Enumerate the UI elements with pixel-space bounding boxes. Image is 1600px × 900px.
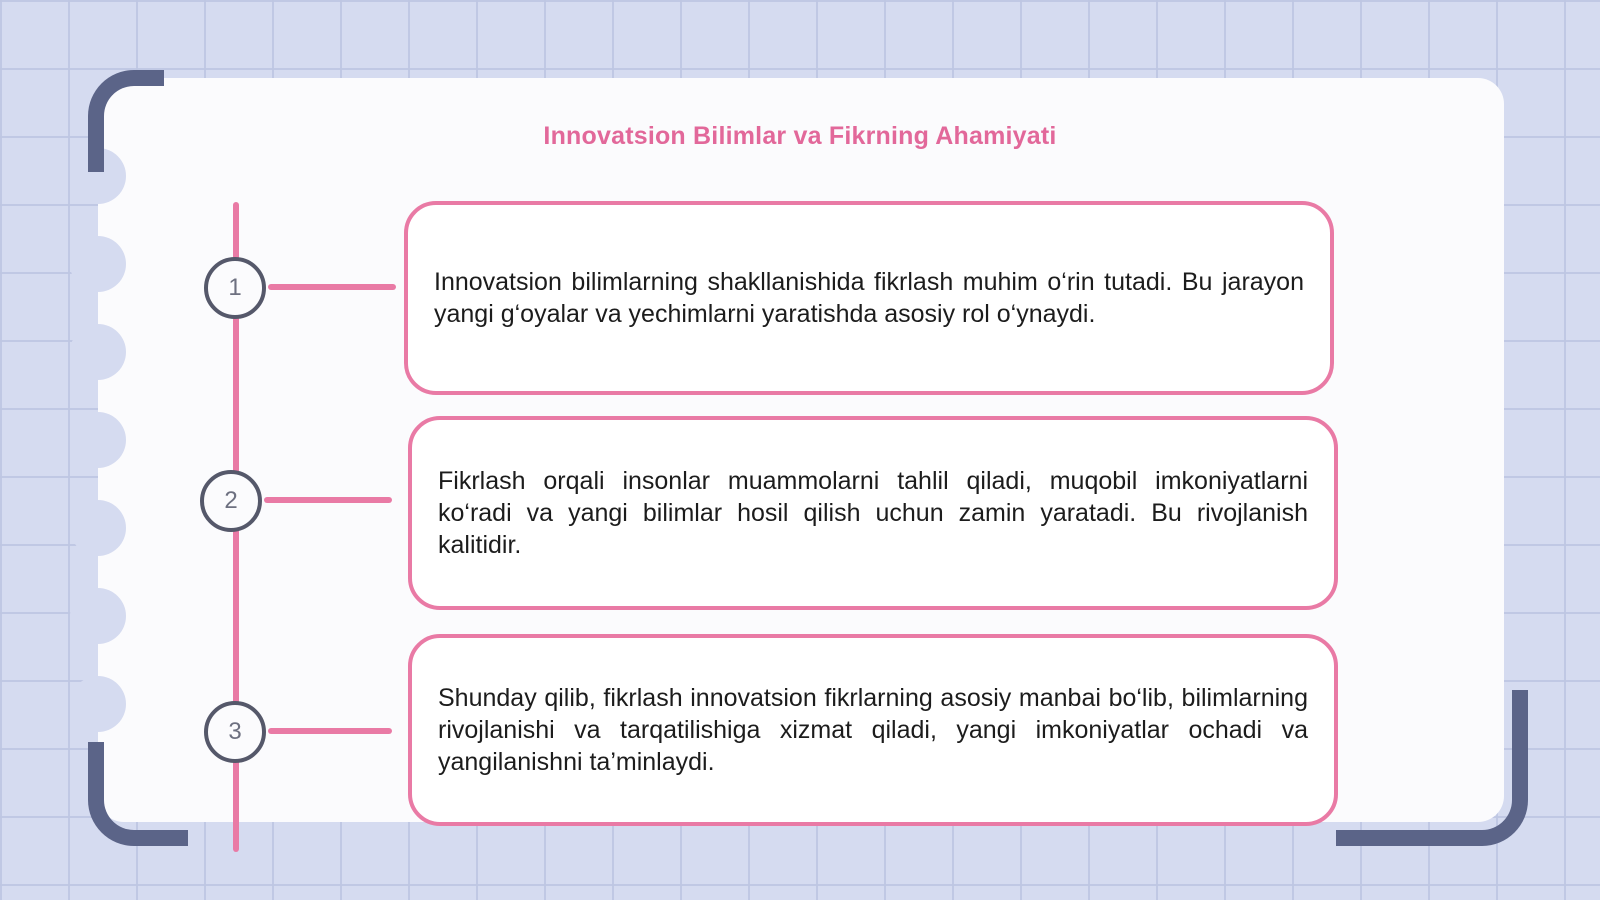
step-card bbox=[408, 416, 1338, 610]
step-text: Innovatsion bilimlarning shakllanishida fikrlash muhim o‘rin tutadi. Bu jarayon yangi g‘oyalar va yechimlarni yaratishda asosiy rol o‘ynaydi. bbox=[434, 268, 1304, 328]
timeline-connector bbox=[268, 728, 392, 734]
step-text: Shunday qilib, fikrlash innovatsion fikrlarning asosiy manbai bo‘lib, bilimlarning rivojlanishi va tarqatilishiga xizmat qiladi, yangi imkoniyatlar ochadi va yangilanishni ta’minlaydi. bbox=[438, 684, 1308, 776]
step-card bbox=[408, 634, 1338, 826]
step-number-badge bbox=[200, 470, 262, 532]
notebook-hole bbox=[70, 588, 126, 644]
step-number-badge bbox=[204, 257, 266, 319]
frame-corner-top-left bbox=[88, 70, 164, 172]
step-number: 1 bbox=[228, 274, 242, 301]
slide-title bbox=[0, 122, 1600, 151]
step-text: Fikrlash orqali insonlar muammolarni tahlil qiladi, muqobil imkoniyatlarni ko‘radi va yangi bilimlar hosil qilish uchun zamin yaratadi. Bu rivojlanish kalitidir. bbox=[438, 467, 1308, 559]
notebook-hole bbox=[70, 412, 126, 468]
slide-title-text: Innovatsion Bilimlar va Fikrning Ahamiyati bbox=[543, 122, 1057, 150]
frame-corner-bottom-left bbox=[88, 742, 188, 846]
notebook-hole bbox=[70, 236, 126, 292]
step-card bbox=[404, 201, 1334, 395]
frame-corner-bottom-right bbox=[1336, 690, 1528, 846]
notebook-hole bbox=[70, 324, 126, 380]
notebook-hole bbox=[70, 676, 126, 732]
timeline-connector bbox=[268, 284, 396, 290]
timeline-connector bbox=[264, 497, 392, 503]
step-number: 3 bbox=[228, 718, 242, 745]
notebook-hole bbox=[70, 500, 126, 556]
step-number: 2 bbox=[224, 487, 238, 514]
step-number-badge bbox=[204, 701, 266, 763]
